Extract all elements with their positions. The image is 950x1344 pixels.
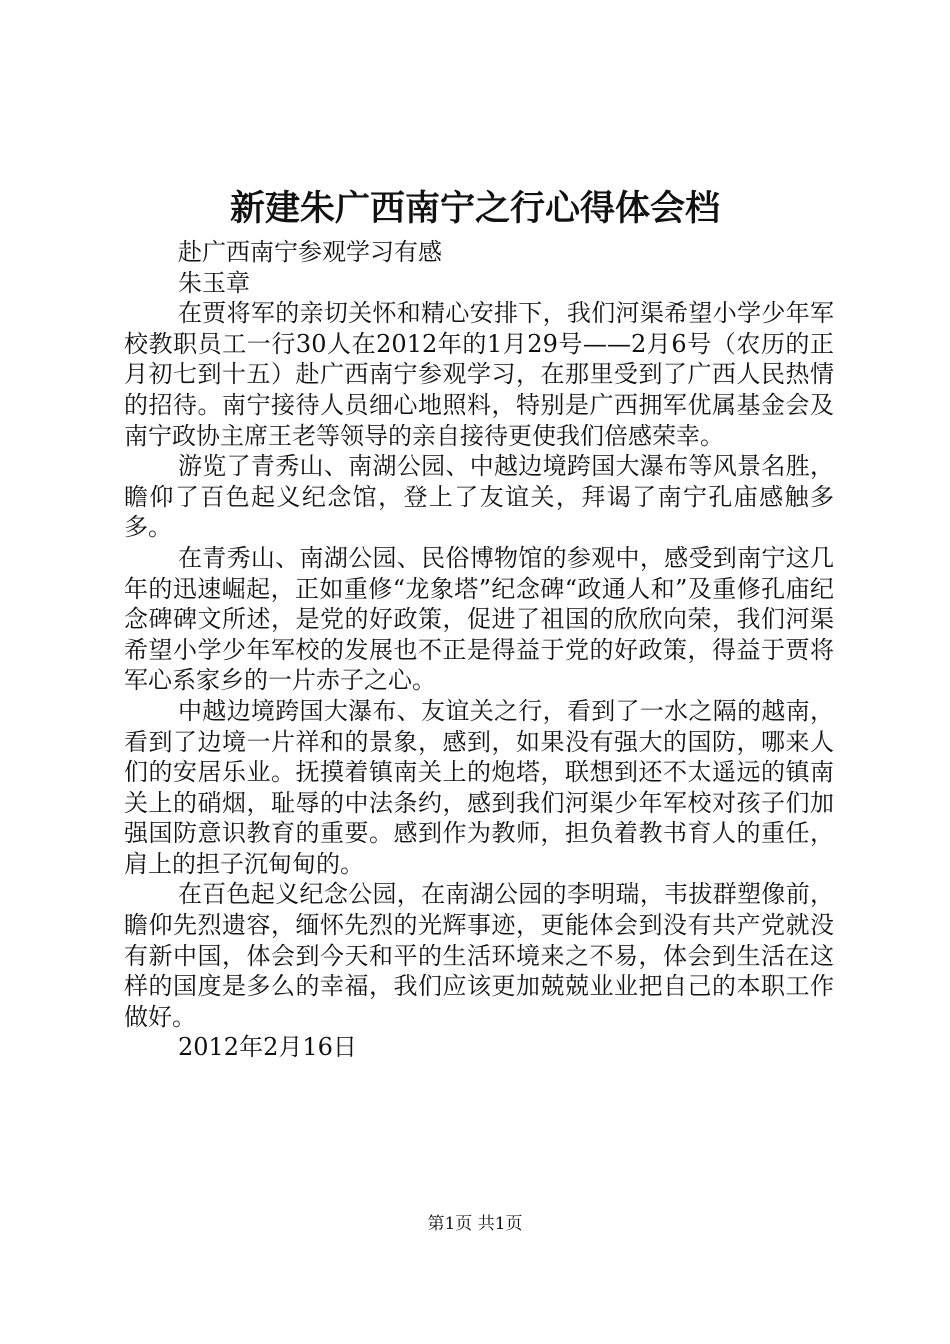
document-body <box>124 237 834 1063</box>
document-title: 新建朱广西南宁之行心得体会档 <box>229 188 720 229</box>
paragraph: 游览了青秀山、南湖公园、中越边境跨国大瀑布等风景名胜，瞻仰了百色起义纪念馆，登上了友谊关，拜谒了南宁孔庙感触多多。 <box>124 452 834 542</box>
page-footer: 第1页 共1页 <box>427 1214 523 1234</box>
document-subtitle: 赴广西南宁参观学习有感 <box>178 238 442 266</box>
document-date: 2012年2月16日 <box>178 1033 357 1062</box>
paragraph: 在百色起义纪念公园，在南湖公园的李明瑞，韦拔群塑像前，瞻仰先烈遗容，缅怀先烈的光辉事迹，更能体会到没有共产党就没有新中国，体会到今天和平的生活环境来之不易，体会到生活在这样的国度是多么的幸福，我们应该更加兢兢业业把自己的本职工作做好。 <box>124 880 834 1031</box>
document-author: 朱玉章 <box>178 268 250 297</box>
paragraph: 中越边境跨国大瀑布、友谊关之行，看到了一水之隔的越南，看到了边境一片祥和的景象，感到，如果没有强大的国防，哪来人们的安居乐业。抚摸着镇南关上的炮塔，联想到还不太遥远的镇南关上的硝烟，耻辱的中法条约，感到我们河渠少年军校对孩子们加强国防意识教育的重要。感到作为教师，担负着教书育人的重任，肩上的担子沉甸甸的。 <box>124 696 834 878</box>
paragraph: 在贾将军的亲切关怀和精心安排下，我们河渠希望小学少年军校教职员工一行30人在2012年的1月29号——2月6号（农历的正月初七到十五）赴广西南宁参观学习，在那里受到了广西人民热情的招待。南宁接待人员细心地照料，特别是广西拥军优属基金会及南宁政协主席王老等领导的亲自接待更使我们倍感荣幸。 <box>124 299 834 450</box>
paragraph: 在青秀山、南湖公园、民俗博物馆的参观中，感受到南宁这几年的迅速崛起，正如重修“龙象塔”纪念碑“政通人和”及重修孔庙纪念碑碑文所述，是党的好政策，促进了祖国的欣欣向荣，我们河渠希望小学少年军校的发展也不正是得益于党的好政策，得益于贾将军心系家乡的一片赤子之心。 <box>124 543 834 695</box>
